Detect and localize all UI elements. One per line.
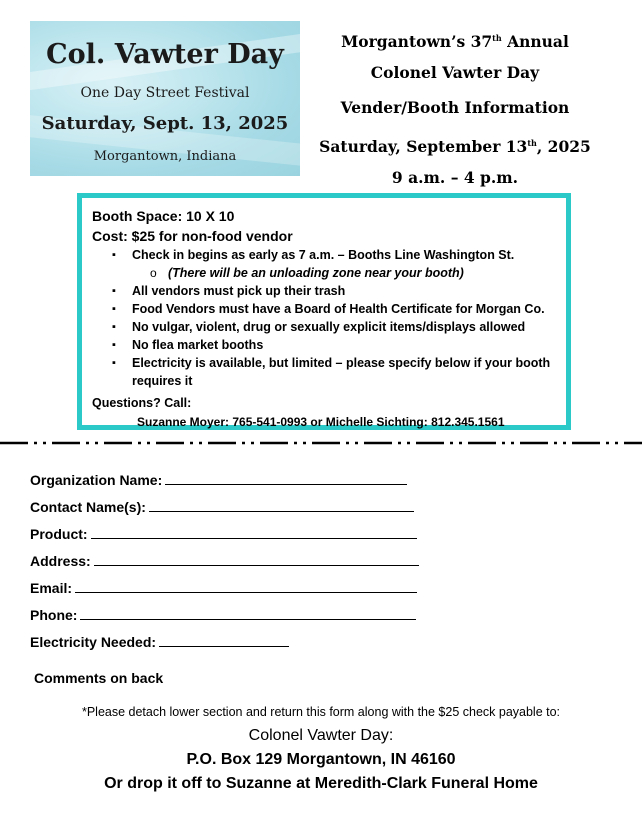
dropoff-location: Or drop it off to Suzanne at Meredith-Clark Funeral Home — [104, 775, 538, 792]
address-field[interactable] — [94, 551, 419, 566]
header-superscript: th — [492, 33, 502, 43]
booth-info-box — [77, 193, 571, 430]
banner-date: Saturday, Sept. 13, 2025 — [41, 113, 289, 134]
list-item: ▪ Electricity is available, but limited – please specify below if your booth requires it — [92, 354, 556, 390]
list-item: ▪ Food Vendors must have a Board of Health Certificate for Morgan Co. — [92, 300, 556, 318]
form-row-product — [30, 524, 419, 551]
booth-cost: Cost: $25 for non-food vendor — [92, 228, 293, 244]
organization-name-field[interactable] — [165, 470, 407, 485]
comments-note: Comments on back — [34, 670, 164, 686]
booth-space: Booth Space: 10 X 10 — [92, 208, 235, 224]
header-text: Annual — [501, 32, 569, 52]
phone-field[interactable] — [80, 605, 416, 620]
banner-title: Col. Vawter Day — [46, 39, 284, 70]
field-label: Electricity Needed: — [30, 634, 157, 650]
list-item: ▪ All vendors must pick up their trash — [92, 282, 556, 300]
rules-list — [92, 246, 556, 390]
field-label: Organization Name: — [30, 472, 163, 488]
banner-subtitle: One Day Street Festival — [80, 85, 250, 101]
field-label: Product: — [30, 526, 88, 542]
header-line-date — [305, 129, 605, 164]
field-label: Email: — [30, 580, 73, 596]
form-row-organization — [30, 470, 419, 497]
contact-phones: Suzanne Moyer: 765-541-0993 or Michelle Sichting: 812.345.1561 — [137, 415, 505, 429]
list-item: ▪ Check in begins as early as 7 a.m. – Booths Line Washington St. — [92, 246, 556, 264]
header-text: , 2025 — [536, 137, 591, 157]
form-row-email — [30, 578, 419, 605]
field-label: Contact Name(s): — [30, 499, 146, 515]
event-banner — [30, 21, 300, 176]
form-row-contact — [30, 497, 419, 524]
header-text: Morgantown’s 37 — [341, 32, 493, 52]
email-field[interactable] — [75, 578, 417, 593]
list-item: ▪ No flea market booths — [92, 336, 556, 354]
questions-label: Questions? Call: — [92, 396, 192, 410]
electricity-needed-field[interactable] — [159, 632, 289, 647]
header-line-info: Vender/Booth Information — [340, 98, 570, 117]
list-subitem: o (There will be an unloading zone near your booth) — [92, 264, 556, 282]
vendor-form — [30, 470, 419, 659]
return-instructions: *Please detach lower section and return this form along with the $25 check payable to: — [81, 705, 561, 719]
header-line-event: Colonel Vawter Day — [370, 63, 540, 82]
field-label: Address: — [30, 553, 91, 569]
mailing-info — [0, 724, 642, 796]
form-row-electricity — [30, 632, 419, 659]
payee-name: Colonel Vawter Day: — [248, 727, 394, 744]
header-superscript: th — [527, 138, 537, 148]
header-line-annual — [305, 24, 605, 59]
contact-name-field[interactable] — [149, 497, 414, 512]
mailing-address: P.O. Box 129 Morgantown, IN 46160 — [186, 751, 456, 768]
product-field[interactable] — [91, 524, 417, 539]
banner-location: Morgantown, Indiana — [93, 149, 237, 164]
form-row-phone — [30, 605, 419, 632]
list-item: ▪ No vulgar, violent, drug or sexually explicit items/displays allowed — [92, 318, 556, 336]
detach-cut-line — [0, 437, 642, 449]
field-label: Phone: — [30, 607, 78, 623]
form-row-address — [30, 551, 419, 578]
header-line-time: 9 a.m. – 4 p.m. — [391, 168, 519, 187]
header-text: Saturday, September 13 — [319, 137, 528, 157]
page-header — [305, 24, 605, 199]
